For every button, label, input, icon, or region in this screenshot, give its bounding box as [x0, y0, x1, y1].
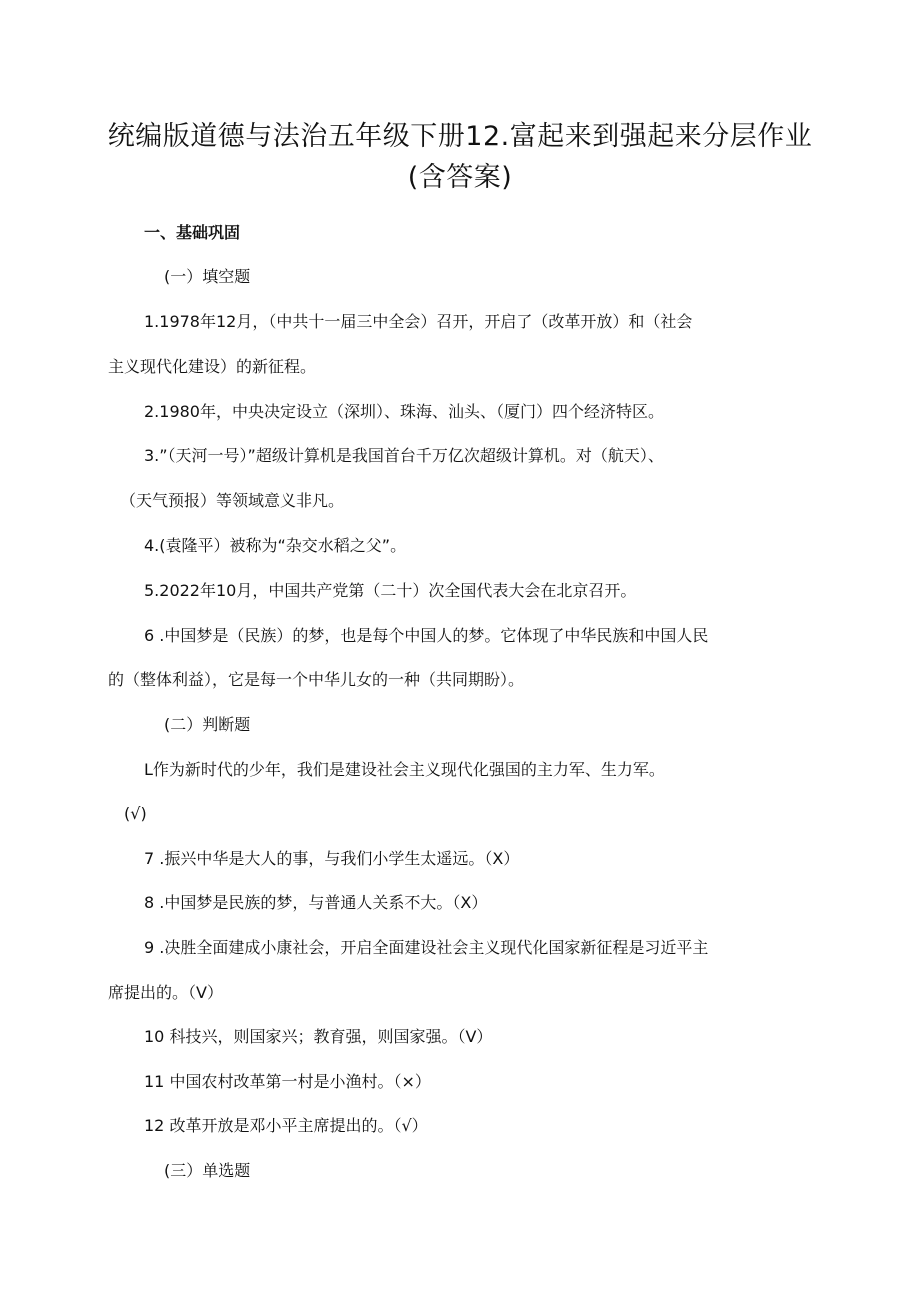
- true-false-q10: 10 科技兴，则国家兴；教育强，则国家强。（V）: [144, 1027, 493, 1046]
- true-false-q1: L作为新时代的少年，我们是建设社会主义现代化强国的主力军、生力军。: [144, 760, 665, 779]
- fill-blank-q3-line2: （天气预报）等领域意义非凡。: [120, 491, 345, 510]
- subsection-heading-single-choice: (三）单选题: [164, 1161, 251, 1180]
- true-false-q7: 7 .振兴中华是大人的事，与我们小学生太遥远。（X）: [144, 849, 520, 868]
- true-false-q11: 11 中国农村改革第一村是小渔村。（×）: [144, 1072, 431, 1091]
- fill-blank-q5: 5.2022年10月，中国共产党第（二十）次全国代表大会在北京召开。: [144, 581, 637, 600]
- fill-blank-q3-line1: 3.”（天河一号）”超级计算机是我国首台千万亿次超级计算机。对（航天）、: [144, 446, 664, 465]
- true-false-q9-line1: 9 .决胜全面建成小康社会，开启全面建设社会主义现代化国家新征程是习近平主: [144, 938, 709, 957]
- fill-blank-q4: 4.(袁隆平）被称为“杂交水稻之父”。: [144, 536, 407, 555]
- fill-blank-q1-line1: 1.1978年12月，（中共十一届三中全会）召开，开启了（改革开放）和（社会: [144, 312, 693, 331]
- subsection-heading-true-false: (二）判断题: [164, 715, 251, 734]
- document-title-line-1: 统编版道德与法治五年级下册12.富起来到强起来分层作业: [107, 121, 813, 152]
- subsection-heading-fill-blank: (一）填空题: [164, 267, 251, 286]
- true-false-q8: 8 .中国梦是民族的梦，与普通人关系不大。（X）: [144, 893, 488, 912]
- true-false-q1-answer: (√): [124, 804, 147, 823]
- fill-blank-q2: 2.1980年，中央决定设立（深圳）、珠海、汕头、（厦门）四个经济特区。: [144, 402, 664, 421]
- fill-blank-q6-line2: 的（整体利益），它是每一个中华儿女的一种（共同期盼）。: [108, 670, 525, 689]
- true-false-q12: 12 改革开放是邓小平主席提出的。（√）: [144, 1116, 428, 1135]
- document-title-line-2: (含答案): [407, 162, 513, 193]
- true-false-q9-line2: 席提出的。（V）: [108, 983, 223, 1002]
- section-heading-basic: 一、基础巩固: [144, 223, 241, 242]
- fill-blank-q6-line1: 6 .中国梦是（民族）的梦，也是每个中国人的梦。它体现了中华民族和中国人民: [144, 626, 709, 645]
- fill-blank-q1-line2: 主义现代化建设）的新征程。: [108, 357, 317, 376]
